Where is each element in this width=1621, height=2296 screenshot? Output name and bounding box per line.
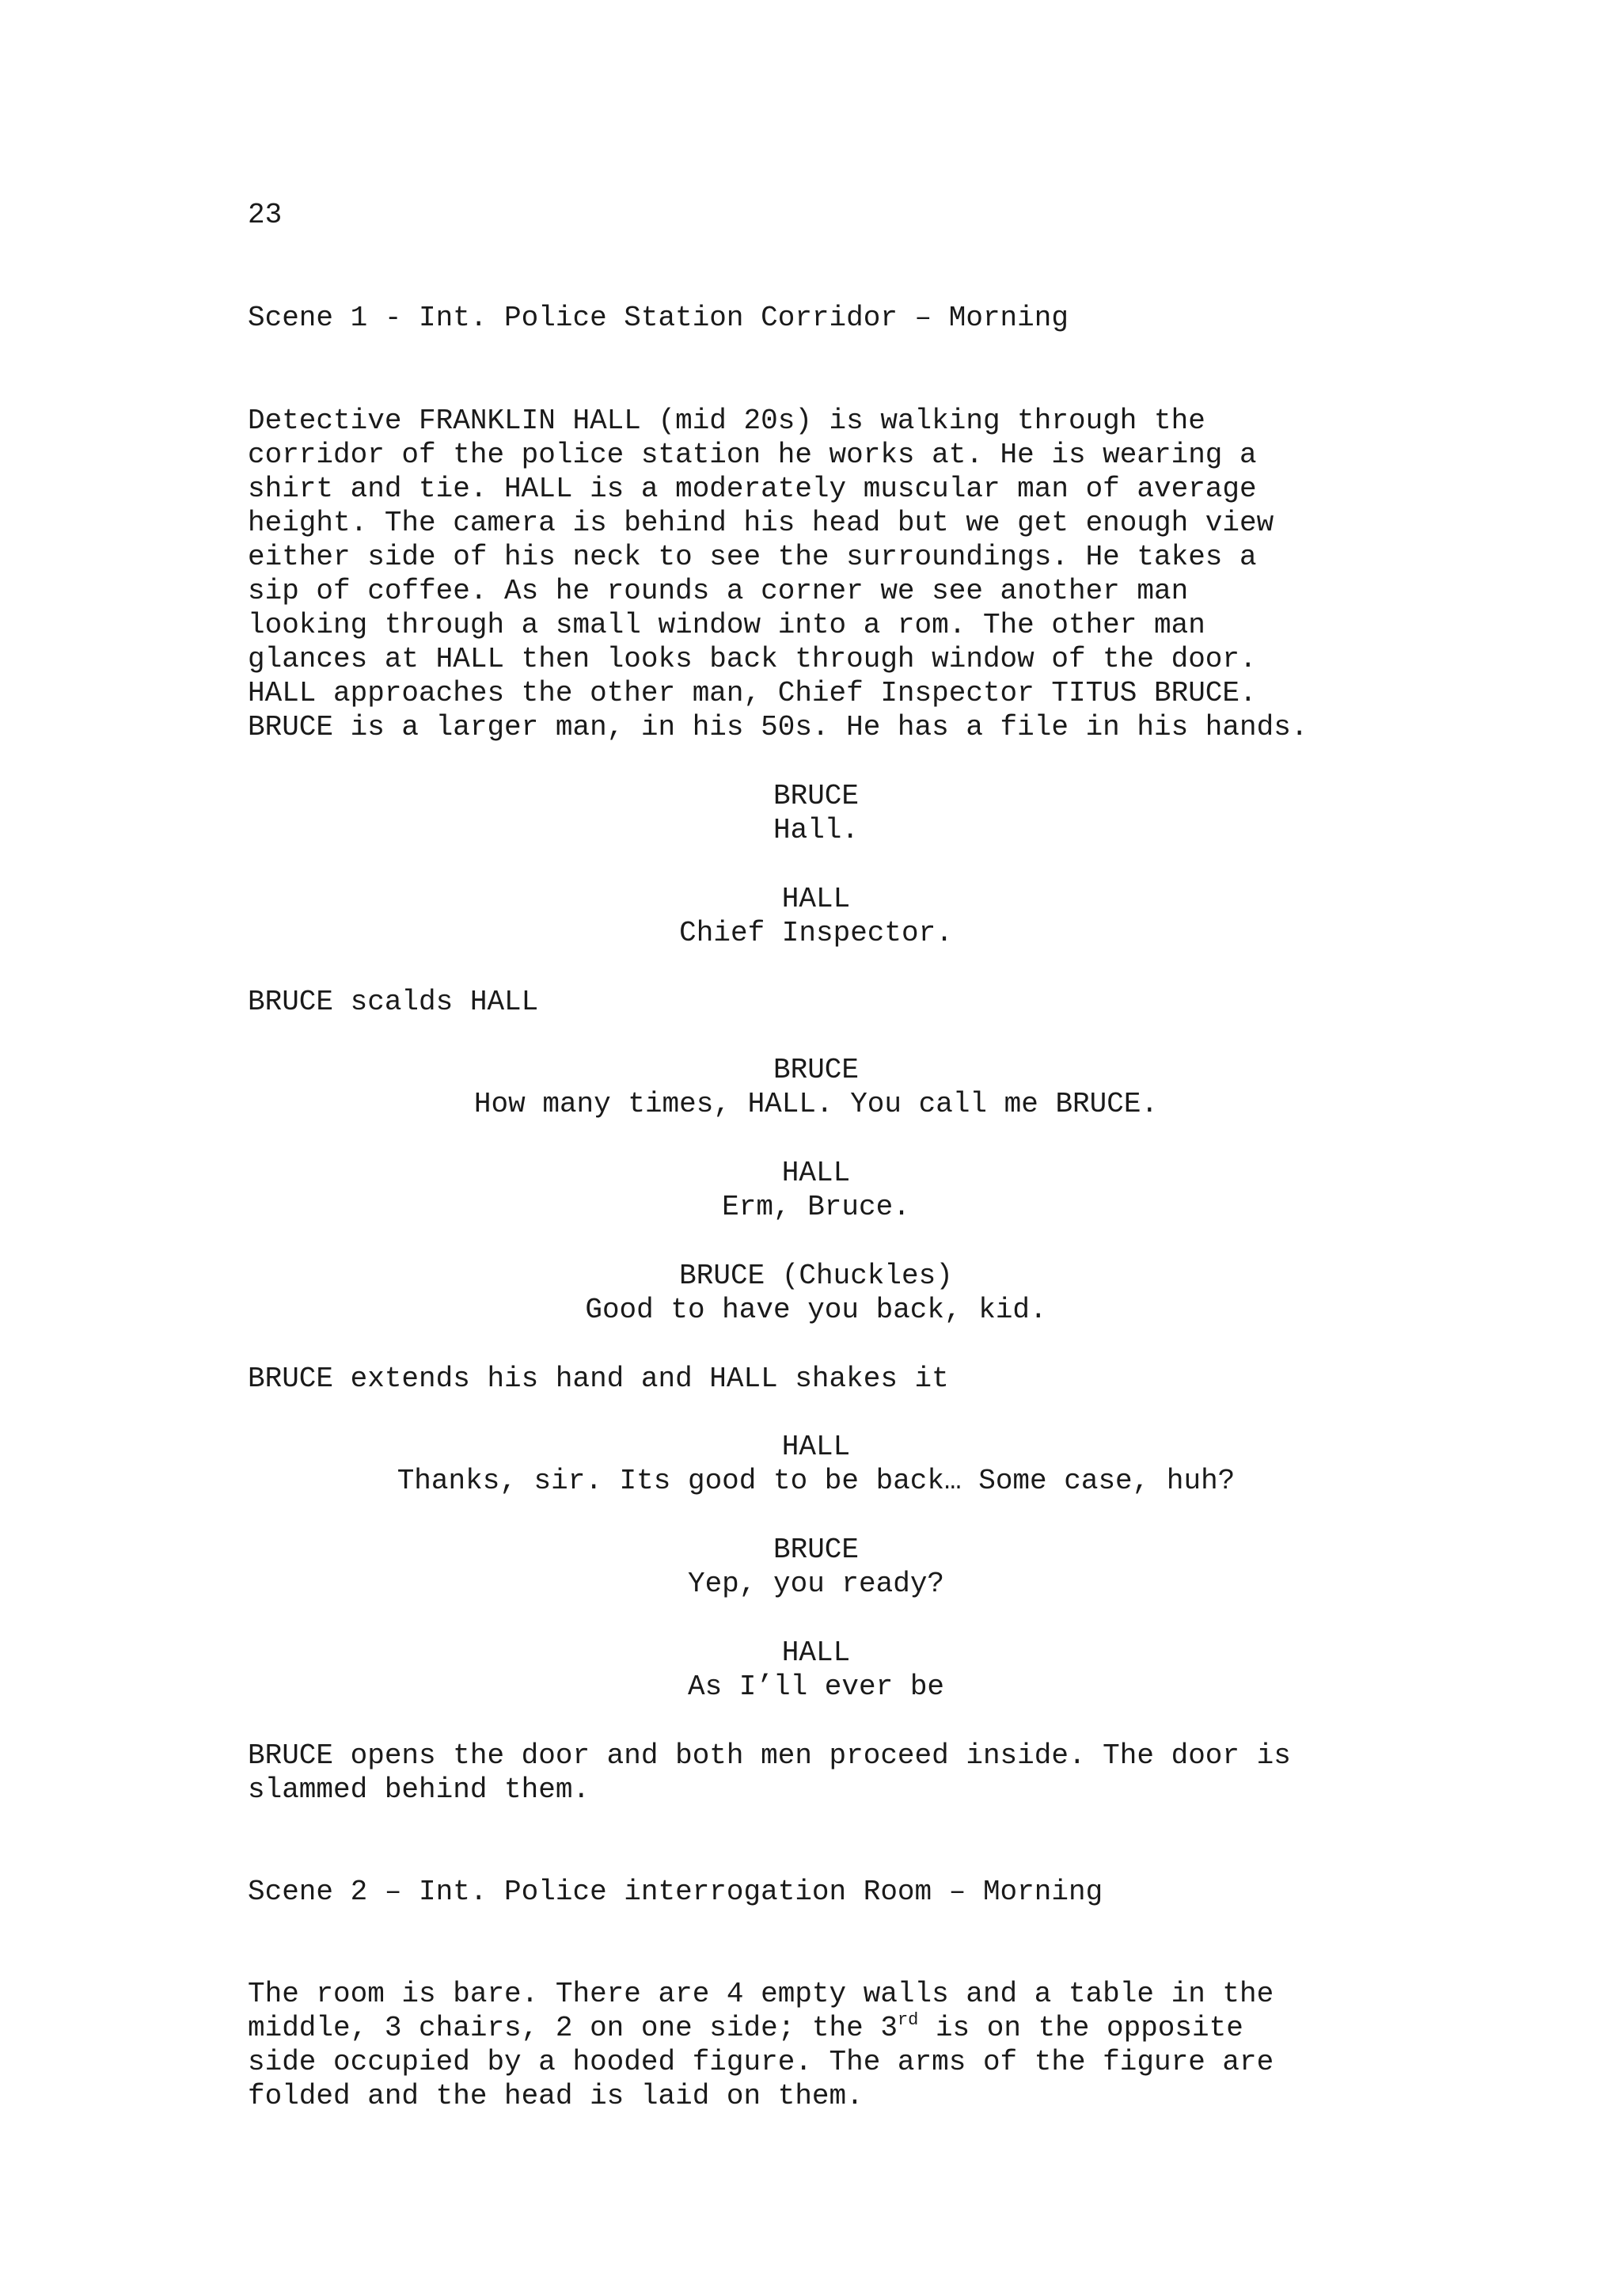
character-name: BRUCE	[773, 1054, 860, 1086]
action-line-text: is on the opposite	[918, 2012, 1243, 2044]
action-line: folded and the head is laid on them.	[248, 2080, 864, 2112]
action-line: The room is bare. There are 4 empty walls and a table in the	[248, 1978, 1274, 2010]
ordinal-suffix: rd	[897, 2010, 919, 2030]
action-line	[248, 2011, 1243, 2045]
dialogue-line: Yep, you ready?	[687, 1568, 945, 1600]
character-name: BRUCE	[773, 780, 860, 812]
dialogue-line: Good to have you back, kid.	[585, 1294, 1047, 1326]
action-line: side occupied by a hooded figure. The arms of the figure are	[248, 2046, 1274, 2078]
character-name: HALL	[781, 1157, 851, 1189]
dialogue-line: Hall.	[773, 814, 860, 846]
character-name: HALL	[781, 1431, 851, 1463]
dialogue-line: Chief Inspector.	[679, 917, 953, 949]
dialogue-line: Erm, Bruce.	[722, 1191, 910, 1223]
page-number: 23	[248, 199, 283, 231]
action-paragraph-2: BRUCE opens the door and both men proceed inside. The door is slammed behind them.	[248, 1739, 1291, 1806]
character-name: BRUCE (Chuckles)	[679, 1260, 953, 1292]
dialogue-line: As I’ll ever be	[687, 1671, 945, 1703]
scene-heading-2: Scene 2 – Int. Police interrogation Room – Morning	[248, 1876, 1103, 1908]
dialogue-line: Thanks, sir. Its good to be back… Some case, huh?	[397, 1465, 1236, 1497]
dialogue-line: How many times, HALL. You call me BRUCE.	[473, 1088, 1159, 1120]
action-paragraph-1: Detective FRANKLIN HALL (mid 20s) is walking through the corridor of the police station he works at. He is wearing a shirt and tie. HALL is a moderately muscular man of average height. The camera is behind his head but we get enough view either side of his neck to see the surroundings. He takes a sip of coffee. As he rounds a corner we see another man looking through a small window into a rom. The other man glances at HALL then looks back through window of the door. HALL approaches the other man, Chief Inspector TITUS BRUCE. BRUCE is a larger man, in his 50s. He has a file in his hands.	[248, 405, 1308, 743]
action-line-text: middle, 3 chairs, 2 on one side; the 3	[248, 2012, 898, 2044]
character-name: BRUCE	[773, 1534, 860, 1566]
character-name: HALL	[781, 1636, 851, 1669]
character-name: HALL	[781, 883, 851, 915]
action-line: BRUCE scalds HALL	[248, 986, 539, 1018]
action-line: BRUCE extends his hand and HALL shakes it	[248, 1363, 949, 1395]
scene-heading-1: Scene 1 - Int. Police Station Corridor – Morning	[248, 302, 1069, 334]
